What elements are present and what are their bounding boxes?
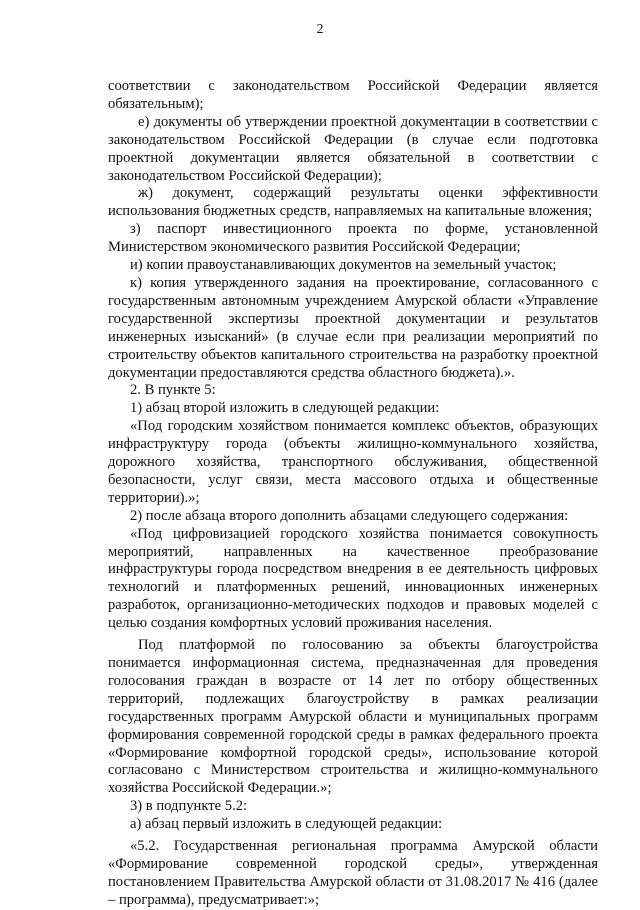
paragraph: «Под цифровизацией городского хозяйства понимается совокупность мероприятий, направленных на качественное преобразование инфраструктуры города посредством внедрения в ее деятельность цифровых технологий и платформенных решений, инновационных инженерных разработок, организационно-методических подходов и правовых моделей с целью создания комфортных условий проживания населения. xyxy=(108,525,598,632)
paragraph: 1) абзац второй изложить в следующей редакции: xyxy=(130,400,440,417)
page-number: 2 xyxy=(316,22,324,37)
paragraph: соответствии с законодательством Российской Федерации является обязательным); xyxy=(108,78,598,112)
paragraph: ж) документ, содержащий результаты оценки эффективности использования бюджетных средств, направляемых на капитальные вложения; xyxy=(108,185,598,220)
paragraph: з) паспорт инвестиционного проекта по форме, установленной Министерством экономического развития Российской Федерации; xyxy=(108,221,598,256)
paragraph: 2) после абзаца второго дополнить абзацами следующего содержания: xyxy=(130,507,569,524)
paragraph: к) копия утвержденного задания на проектирование, согласованного с государственным автономным учреждением Амурской области «Управление государственной экспертизы проектной документации и результатов инженерных изысканий» (в случае если при реализации мероприятий по строительству объектов капитального строительства на разработку проектной документации предоставляются средства областного бюджета).». xyxy=(108,274,598,381)
paragraph: 2. В пункте 5: xyxy=(130,382,216,399)
paragraph: и) копии правоустанавливающих документов на земельный участок; xyxy=(130,257,557,274)
paragraph: «Под городским хозяйством понимается комплекс объектов, образующих инфраструктуру города (объекты жилищно-коммунального хозяйства, дорожного хозяйства, транспортного обслуживания, общественной безопасности, услуг связи, места массового отдыха и общественные территории).»; xyxy=(108,418,598,506)
paragraph: Под платформой по голосованию за объекты благоустройства понимается информационная система, предназначенная для проведения голосования граждан в возрасте от 14 лет по отбору общественных территорий, подлежащих благоустройству в рамках реализации государственных программ Амурской области и муниципальных программ формирования современной городской среды в рамках федерального проекта «Формирование комфортной городской среды», использование которой согласовано с Министерством строительства и жилищно-коммунального хозяйства Российской Федерации.»; xyxy=(108,637,598,797)
paragraph: «5.2. Государственная региональная программа Амурской области «Формирование современной городской среды», утвержденная постановлением Правительства Амурской области от 31.08.2017 № 416 (далее – программа), предусматривает:»; xyxy=(108,838,598,908)
paragraph: е) документы об утверждении проектной документации в соответствии с законодательством Российской Федерации (в случае если подготовка проектной документации является обязательной в соответствии с законодательством Российской Федерации); xyxy=(108,113,598,184)
paragraph: а) абзац первый изложить в следующей редакции: xyxy=(130,816,443,833)
paragraph: 3) в подпункте 5.2: xyxy=(130,798,248,815)
document-body xyxy=(108,78,598,910)
